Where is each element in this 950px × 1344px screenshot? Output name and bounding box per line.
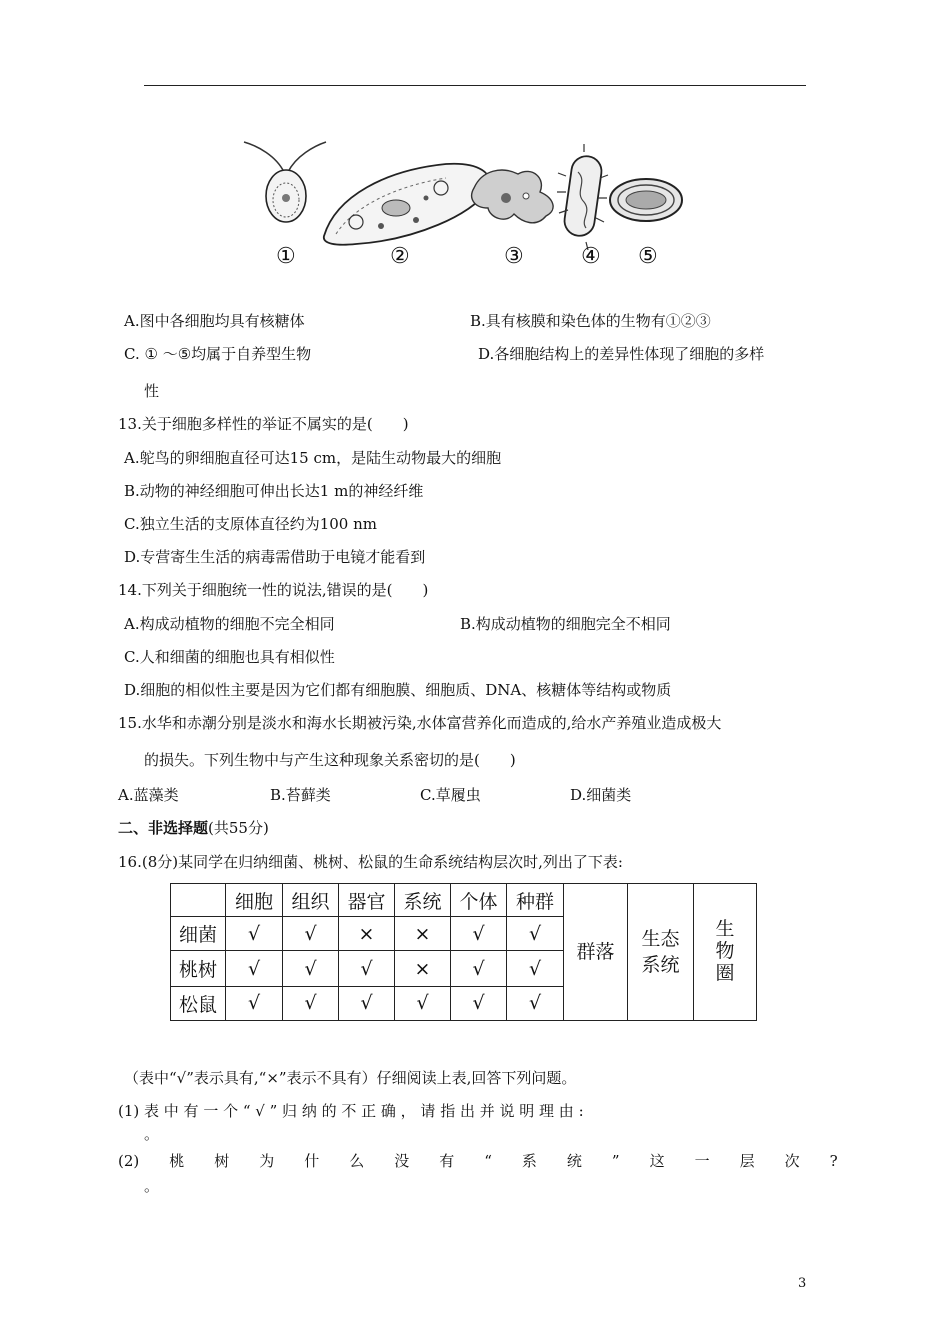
table-row-label: 细菌: [171, 917, 226, 951]
chlamydomonas-illustration: [244, 142, 326, 222]
table-header-population: 种群: [507, 884, 564, 917]
table-cell: √: [507, 951, 564, 986]
table-cell: ×: [339, 917, 395, 951]
q15-option-d: D.细菌类: [570, 786, 632, 804]
q15-option-c: C.草履虫: [420, 786, 481, 804]
q13-option-c: C.独立生活的支原体直径约为100 nm: [124, 515, 377, 533]
q12-option-b: B.具有核膜和染色体的生物有①②③: [470, 312, 711, 330]
table-cell: √: [451, 986, 507, 1020]
table-header-individual: 个体: [451, 884, 507, 917]
table-cell: √: [507, 986, 564, 1020]
q14-option-a: A.构成动植物的细胞不完全相同: [124, 615, 335, 633]
q13-option-b: B.动物的神经细胞可伸出长达1 m的神经纤维: [124, 482, 424, 500]
table-header-organ: 器官: [339, 884, 395, 917]
q14-stem: 14.下列关于细胞统一性的说法,错误的是( ): [118, 581, 429, 599]
section-2-title: 二、非选择题: [118, 819, 209, 837]
table-cell: ×: [395, 951, 451, 986]
table-row-label: 桃树: [171, 951, 226, 986]
figure-label-1: ①: [276, 244, 296, 269]
q16-subquestion-1-end: 。: [144, 1125, 160, 1143]
ecosystem-label: 生态系统: [641, 928, 680, 976]
table-cell: √: [339, 986, 395, 1020]
table-cell: √: [395, 986, 451, 1020]
biosphere-label: 生物圈: [715, 918, 735, 984]
q12-option-c: C. ① ～⑤均属于自养型生物: [124, 345, 312, 363]
table-cell: √: [226, 951, 283, 986]
q16-subquestion-2-end: 。: [144, 1177, 160, 1195]
paramecium-illustration: [324, 164, 490, 245]
q14-option-d: D.细胞的相似性主要是因为它们都有细胞膜、细胞质、DNA、核糖体等结构或物质: [124, 681, 672, 699]
bacterium-illustration: [557, 144, 608, 250]
q14-option-b: B.构成动植物的细胞完全不相同: [460, 615, 671, 633]
table-cell: √: [451, 917, 507, 951]
header-rule: [144, 85, 806, 86]
q15-stem-line2: 的损失。下列生物中与产生这种现象关系密切的是( ): [144, 751, 516, 769]
table-cell: √: [226, 917, 283, 951]
q13-stem: 13.关于细胞多样性的举证不属实的是( ): [118, 415, 409, 433]
table-corner: [171, 884, 226, 917]
figure-label-3: ③: [504, 244, 524, 269]
q13-option-a: A.鸵鸟的卵细胞直径可达15 cm，是陆生动物最大的细胞: [124, 449, 502, 467]
figure-label-2: ②: [390, 244, 410, 269]
table-header-tissue: 组织: [283, 884, 339, 917]
cyanobacterium-illustration: [610, 179, 682, 221]
q16-stem: 16.(8分)某同学在归纳细菌、桃树、松鼠的生命系统结构层次时,列出了下表:: [118, 853, 623, 871]
q15-option-b: B.苔藓类: [270, 786, 331, 804]
table-cell: √: [451, 951, 507, 986]
figure-label-5: ⑤: [638, 244, 658, 269]
table-cell: √: [226, 986, 283, 1020]
q16-table-note: （表中“√”表示具有,“×”表示不具有）仔细阅读上表,回答下列问题。: [124, 1069, 577, 1087]
cell-figure: [236, 136, 686, 272]
table-cell: √: [283, 951, 339, 986]
q12-option-a: A.图中各细胞均具有核糖体: [124, 312, 305, 330]
figure-label-4: ④: [581, 244, 601, 269]
q12-option-d-cont: 性: [144, 382, 160, 400]
q15-option-a: A.蓝藻类: [118, 786, 179, 804]
q15-stem-line1: 15.水华和赤潮分别是淡水和海水长期被污染,水体富营养化而造成的,给水产养殖业造成极大: [118, 714, 722, 732]
table-cell: ×: [395, 917, 451, 951]
table-extra-biosphere: [694, 884, 757, 1021]
amoeba-illustration: [472, 170, 553, 223]
life-system-levels-table: [170, 883, 757, 1021]
q12-option-d: D.各细胞结构上的差异性体现了细胞的多样: [478, 345, 765, 363]
table-cell: √: [339, 951, 395, 986]
table-cell: √: [283, 917, 339, 951]
q16-subquestion-2: (2) 桃 树 为 什 么 没 有 “ 系 统 ” 这 一 层 次 ?: [118, 1152, 838, 1170]
table-extra-ecosystem: [628, 884, 694, 1021]
table-header-system: 系统: [395, 884, 451, 917]
q16-subquestion-1: (1) 表 中 有 一 个 “ √ ” 归 纳 的 不 正 确 ， 请 指 出 并 说 明 理 由 :: [118, 1102, 584, 1120]
table-cell: √: [507, 917, 564, 951]
table-header-cell: 细胞: [226, 884, 283, 917]
section-2-score: (共55分): [208, 819, 269, 837]
table-extra-community: 群落: [564, 884, 628, 1021]
q13-option-d: D.专营寄生生活的病毒需借助于电镜才能看到: [124, 548, 426, 566]
q14-option-c: C.人和细菌的细胞也具有相似性: [124, 648, 335, 666]
section-2-heading: [118, 818, 269, 838]
table-cell: √: [283, 986, 339, 1020]
table-row-label: 松鼠: [171, 986, 226, 1020]
page-number: 3: [798, 1276, 807, 1291]
